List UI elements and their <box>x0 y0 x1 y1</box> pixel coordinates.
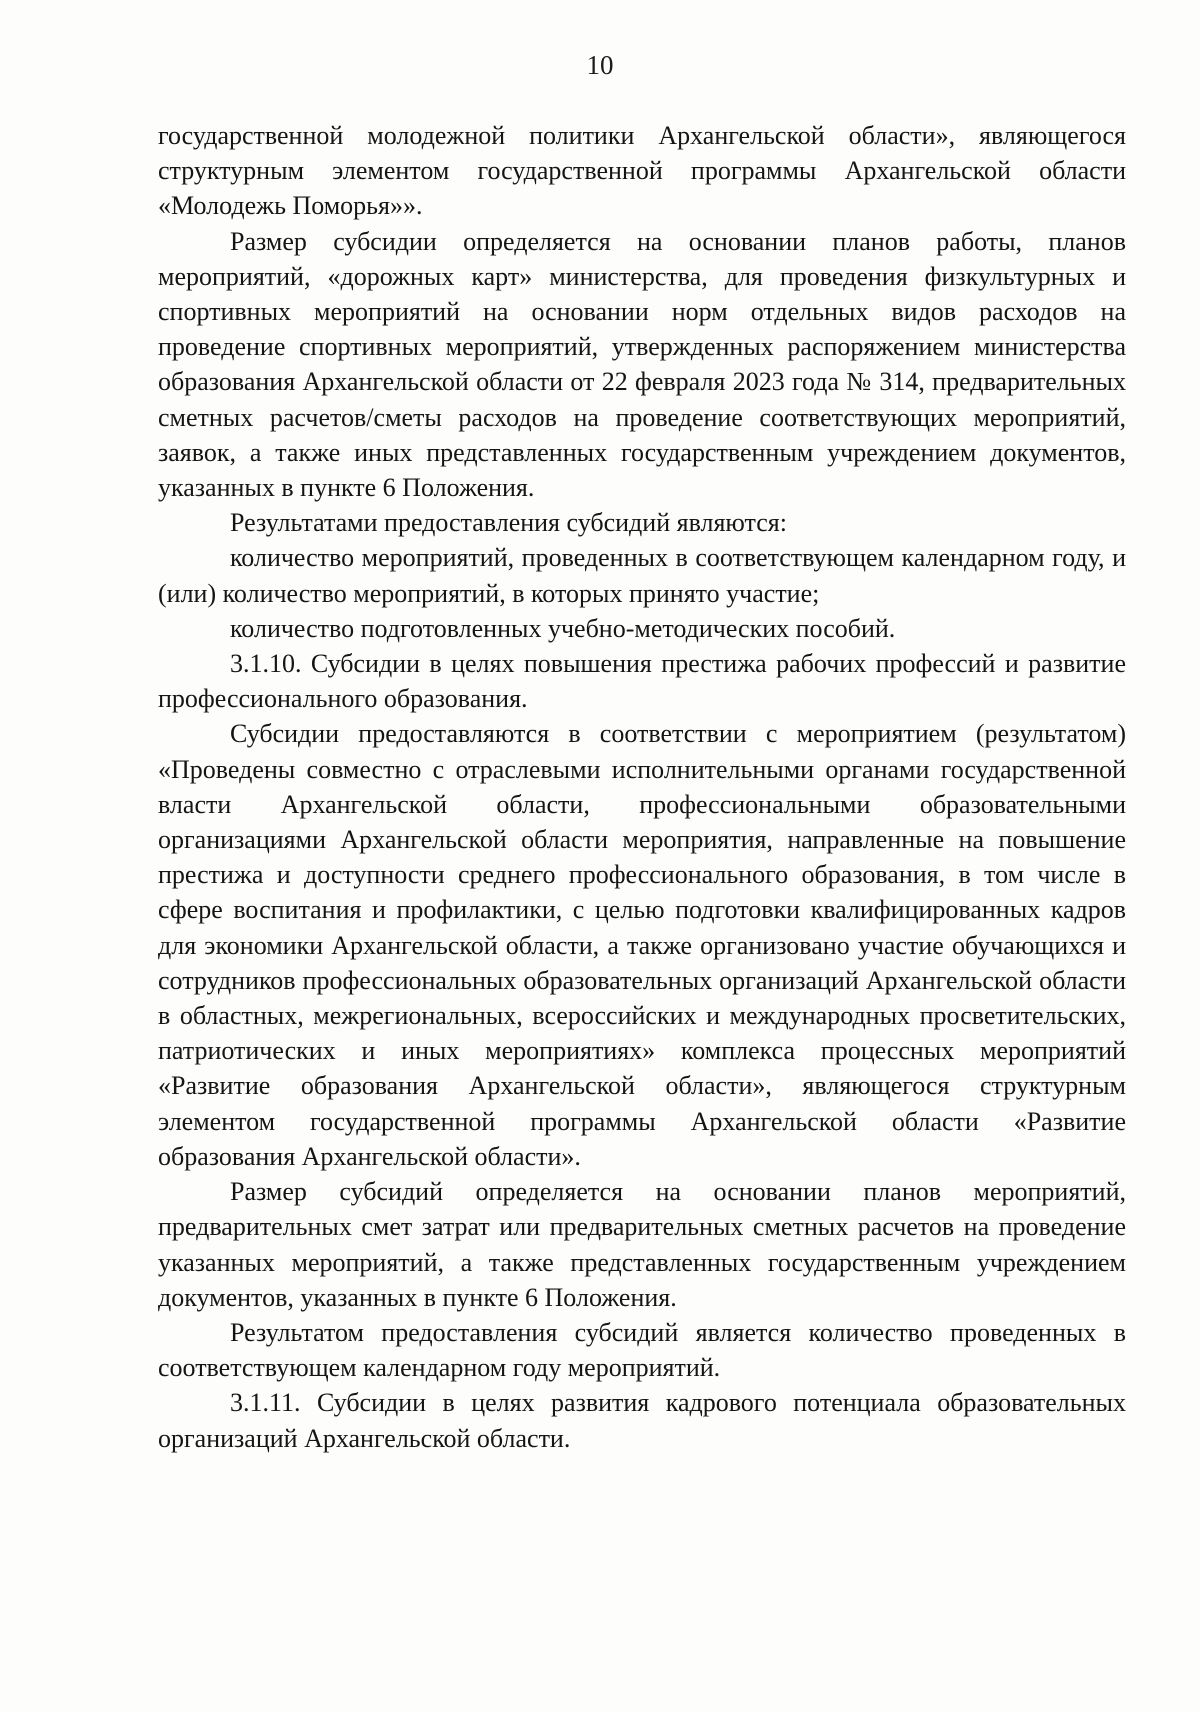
paragraph-result-events-count: количество мероприятий, проведенных в соответствующем календарном году, и (или) количество мероприятий, в которых принято участие; <box>158 543 1126 608</box>
paragraph-subsidy-provision: Субсидии предоставляются в соответствии с мероприятием (результатом) «Проведены совместно с отраслевыми исполнительными органами государственной власти Архангельской области, профессиональными образовательными организациями Архангельской области мероприятия, направленные на повышение престижа и доступности среднего профессионального образования, в том числе в сфере воспитания и профилактики, с целью подготовки квалифицированных кадров для экономики Архангельской области, а также организовано участие обучающихся и сотрудников профессиональных образовательных организаций Архангельской области в областных, межрегиональных, всероссийских и международных просветительских, патриотических и иных мероприятиях» комплекса процессных мероприятий «Развитие образования Архангельской области», являющегося структурным элементом государственной программы Архангельской области «Развитие образования Архангельской области». <box>158 719 1126 1171</box>
paragraph-continuation: государственной молодежной политики Архангельской области», являющегося структурным элементом государственной программы Архангельской области «Молодежь Поморья»». <box>158 121 1126 221</box>
paragraph-section-3-1-11: 3.1.11. Субсидии в целях развития кадрового потенциала образовательных организаций Архангельской области. <box>158 1388 1126 1453</box>
document-body <box>158 118 1126 1456</box>
paragraph-result-manuals-count: количество подготовленных учебно-методических пособий. <box>230 613 896 643</box>
paragraph-section-3-1-10: 3.1.10. Субсидии в целях повышения престижа рабочих профессий и развитие профессионального образования. <box>158 649 1126 714</box>
paragraph-subsidy-size: Размер субсидии определяется на основании планов работы, планов мероприятий, «дорожных карт» министерства, для проведения физкультурных и спортивных мероприятий на основании норм отдельных видов расходов на проведение спортивных мероприятий, утвержденных распоряжением министерства образования Архангельской области от 22 февраля 2023 года № 314, предварительных сметных расчетов/сметы расходов на проведение соответствующих мероприятий, заявок, а также иных представленных государственным учреждением документов, указанных в пункте 6 Положения. <box>158 226 1126 503</box>
paragraph-subsidy-size-2: Размер субсидий определяется на основании планов мероприятий, предварительных смет затрат или предварительных сметных расчетов на проведение указанных мероприятий, а также представленных государственным учреждением документов, указанных в пункте 6 Положения. <box>158 1177 1126 1312</box>
paragraph-results-intro: Результатами предоставления субсидий являются: <box>230 508 787 538</box>
paragraph-result: Результатом предоставления субсидий является количество проведенных в соответствующем календарном году мероприятий. <box>158 1317 1126 1383</box>
page-number: 10 <box>586 50 614 80</box>
